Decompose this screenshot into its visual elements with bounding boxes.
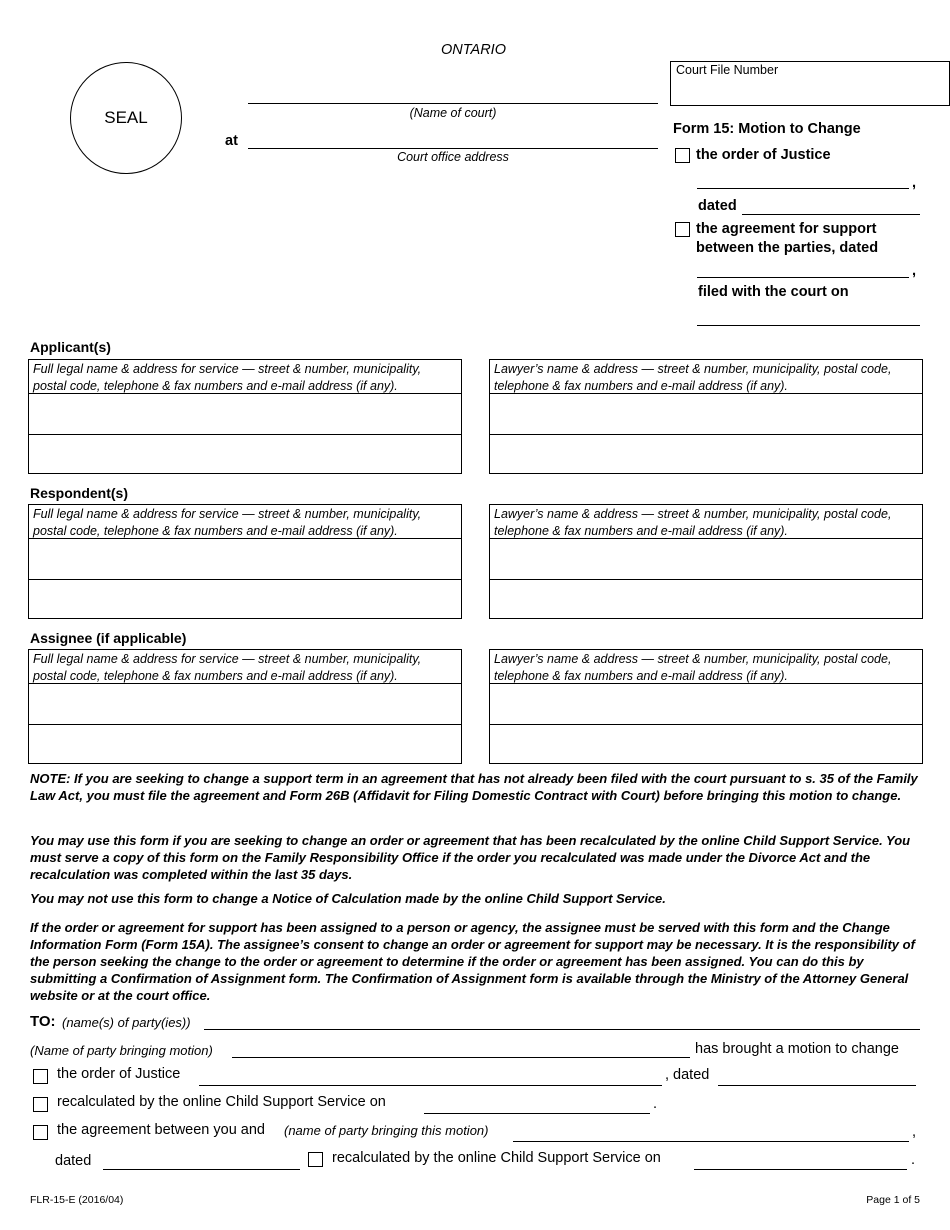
- to-agreement-party-line[interactable]: [513, 1141, 909, 1142]
- party-box-header: Full legal name & address for service — street & number, municipality, postal code, telephone & fax numbers and e-mail address (if any).: [29, 505, 461, 539]
- party-box-row[interactable]: [29, 684, 461, 725]
- filed-with-court-label: filed with the court on: [698, 284, 849, 300]
- has-brought-text: has brought a motion to change: [695, 1041, 899, 1057]
- notice-calculation-paragraph: You may not use this form to change a Notice of Calculation made by the online Child Support Service.: [30, 891, 666, 906]
- respondents-heading: Respondent(s): [30, 485, 128, 501]
- applicant-lawyer-box[interactable]: [489, 359, 923, 474]
- note-paragraph: NOTE: If you are seeking to change a support term in an agreement that has not already been filed with the court pursuant to s. 35 of the Family Law Act, you must file the agreement and Form 26B (Affidavit for Filing Domestic Contract with Court) before bringing this motion to change.: [30, 771, 918, 803]
- to-agreement-checkbox[interactable]: [33, 1125, 48, 1140]
- comma: ,: [912, 1124, 917, 1140]
- lawyer-box-row[interactable]: [490, 684, 922, 725]
- order-of-justice-checkbox[interactable]: [675, 148, 690, 163]
- party-box-row[interactable]: [29, 394, 461, 435]
- dated-label: dated: [698, 198, 737, 214]
- province-heading: ONTARIO: [441, 42, 506, 58]
- party-box-header: Full legal name & address for service — street & number, municipality, postal code, telephone & fax numbers and e-mail address (if any).: [29, 650, 461, 684]
- seal: SEAL: [70, 62, 182, 174]
- assignee-heading: Assignee (if applicable): [30, 630, 187, 646]
- comma-dated-label: , dated: [665, 1067, 710, 1083]
- comma: ,: [912, 175, 917, 191]
- lawyer-box-header: Lawyer’s name & address — street & number, municipality, postal code, telephone & fax numbers and e-mail address (if any).: [490, 650, 922, 684]
- to-agreement-label: the agreement between you and: [57, 1122, 265, 1138]
- lawyer-box-row[interactable]: [490, 539, 922, 580]
- page-number: Page 1 of 5: [866, 1194, 920, 1206]
- to-recalc-checkbox[interactable]: [33, 1097, 48, 1112]
- to-parties-line[interactable]: [204, 1029, 920, 1030]
- respondent-lawyer-box[interactable]: [489, 504, 923, 619]
- to-agreement-date-line[interactable]: [103, 1169, 300, 1170]
- order-of-justice-label: the order of Justice: [696, 147, 831, 163]
- agreement-date-line[interactable]: [697, 277, 909, 278]
- assignee-lawyer-box[interactable]: [489, 649, 923, 764]
- filed-date-line[interactable]: [697, 325, 920, 326]
- to-agreement-recalc-checkbox[interactable]: [308, 1152, 323, 1167]
- to-dated-label: dated: [55, 1153, 92, 1169]
- form-title: Form 15: Motion to Change: [673, 121, 861, 137]
- at-label: at: [225, 133, 238, 149]
- to-recalc-date-line[interactable]: [424, 1113, 650, 1114]
- court-address-label: Court office address: [397, 150, 509, 164]
- to-agreement-recalc-date-line[interactable]: [694, 1169, 907, 1170]
- assignee-party-box[interactable]: [28, 649, 462, 764]
- respondent-party-box[interactable]: [28, 504, 462, 619]
- online-service-paragraph: You may use this form if you are seeking to change an order or agreement that has been recalculated by the online Child Support Service. You must serve a copy of this form on the Family Responsibility Office if the order you recalculated was made under the Divorce Act and the recalculation was completed within the last 35 days.: [30, 833, 911, 882]
- to-order-date-line[interactable]: [718, 1085, 916, 1086]
- agreement-label-line1: the agreement for support: [696, 221, 877, 237]
- period: .: [653, 1096, 658, 1112]
- to-order-checkbox[interactable]: [33, 1069, 48, 1084]
- court-file-number-label: Court File Number: [676, 63, 779, 77]
- court-name-line[interactable]: [248, 103, 658, 104]
- to-agreement-recalc-label: recalculated by the online Child Support Service on: [332, 1150, 661, 1166]
- to-agreement-hint: (name of party bringing this motion): [284, 1123, 489, 1138]
- to-label: TO:: [30, 1013, 56, 1030]
- court-address-line[interactable]: [248, 148, 658, 149]
- to-order-label: the order of Justice: [57, 1066, 181, 1082]
- assignment-paragraph: If the order or agreement for support has been assigned to a person or agency, the assignee must be served with this form and the Change Information Form (Form 15A). The assignee’s consent to change an order or agreement for support may be necessary. It is the responsibility of the person seeking the change to the order or agreement to determine if the order or agreement has been assigned. You can do this by submitting a Confirmation of Assignment form. The Confirmation of Assignment form is available through the Ministry of the Attorney General website or at the court office.: [30, 920, 915, 1003]
- agreement-checkbox[interactable]: [675, 222, 690, 237]
- comma: ,: [912, 263, 917, 279]
- period: .: [911, 1152, 916, 1168]
- to-hint: (name(s) of party(ies)): [62, 1015, 191, 1030]
- form-code: FLR-15-E (2016/04): [30, 1194, 124, 1206]
- order-date-line[interactable]: [742, 214, 920, 215]
- applicants-heading: Applicant(s): [30, 339, 111, 355]
- party-box-row[interactable]: [29, 539, 461, 580]
- court-file-number-box[interactable]: [670, 61, 950, 106]
- applicant-party-box[interactable]: [28, 359, 462, 474]
- party-bringing-label: (Name of party bringing motion): [30, 1043, 213, 1058]
- to-justice-line[interactable]: [199, 1085, 662, 1086]
- lawyer-box-header: Lawyer’s name & address — street & number, municipality, postal code, telephone & fax numbers and e-mail address (if any).: [490, 505, 922, 539]
- to-recalc-label: recalculated by the online Child Support Service on: [57, 1094, 386, 1110]
- party-bringing-line[interactable]: [232, 1057, 690, 1058]
- lawyer-box-header: Lawyer’s name & address — street & number, municipality, postal code, telephone & fax numbers and e-mail address (if any).: [490, 360, 922, 394]
- agreement-label-line2: between the parties, dated: [696, 240, 879, 256]
- lawyer-box-row[interactable]: [490, 394, 922, 435]
- court-name-label: (Name of court): [409, 106, 497, 120]
- justice-name-line[interactable]: [697, 188, 909, 189]
- party-box-header: Full legal name & address for service — street & number, municipality, postal code, telephone & fax numbers and e-mail address (if any).: [29, 360, 461, 394]
